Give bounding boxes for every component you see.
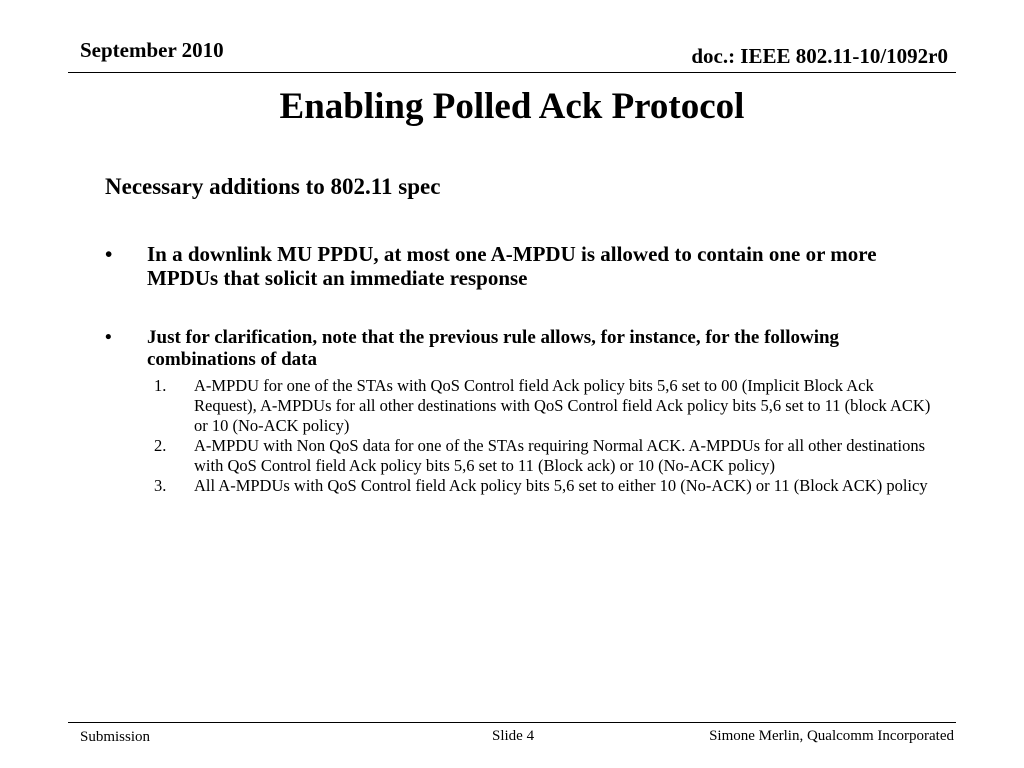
footer-submission: Submission xyxy=(80,729,151,745)
list-number: 3. xyxy=(154,476,167,495)
header-doc-id: doc.: IEEE 802.11-10/1092r0 xyxy=(691,44,948,68)
header-divider xyxy=(68,72,956,73)
bullet-mark: • xyxy=(105,242,113,266)
list-item-text: A-MPDU with Non QoS data for one of the STAs requiring Normal ACK. A-MPDUs for all other destinations with QoS Control field Ack policy bits 5,6 set to 11 (Block ack) or 10 (No-ACK policy) xyxy=(194,436,926,475)
slide-title: Enabling Polled Ack Protocol xyxy=(279,86,745,127)
footer-divider xyxy=(68,722,956,723)
bullet-item xyxy=(105,327,905,371)
footer-slide-number: Slide 4 xyxy=(492,728,535,744)
numbered-list-item xyxy=(150,436,940,476)
header-date: September 2010 xyxy=(80,38,224,62)
numbered-list-item xyxy=(150,476,940,496)
bullet-item xyxy=(105,242,905,290)
bullet-text: In a downlink MU PPDU, at most one A-MPDU is allowed to contain one or more MPDUs that solicit an immediate response xyxy=(147,242,877,290)
list-item-text: A-MPDU for one of the STAs with QoS Control field Ack policy bits 5,6 set to 00 (Implicit Block Ack Request), A-MPDUs for all other destinations with QoS Control field Ack policy bits 5,6 set to 11 (block ACK) or 10 (No-ACK policy) xyxy=(194,376,931,435)
list-item-text: All A-MPDUs with QoS Control field Ack policy bits 5,6 set to either 10 (No-ACK) or 11 (Block ACK) policy xyxy=(194,476,928,495)
list-number: 1. xyxy=(154,376,167,395)
list-number: 2. xyxy=(154,436,167,455)
slide-subheading: Necessary additions to 802.11 spec xyxy=(105,174,441,199)
numbered-list-item xyxy=(150,376,940,436)
numbered-list xyxy=(150,376,940,496)
bullet-text: Just for clarification, note that the previous rule allows, for instance, for the following combinations of data xyxy=(147,327,840,370)
footer-author: Simone Merlin, Qualcomm Incorporated xyxy=(709,728,954,744)
bullet-mark: • xyxy=(105,327,112,348)
